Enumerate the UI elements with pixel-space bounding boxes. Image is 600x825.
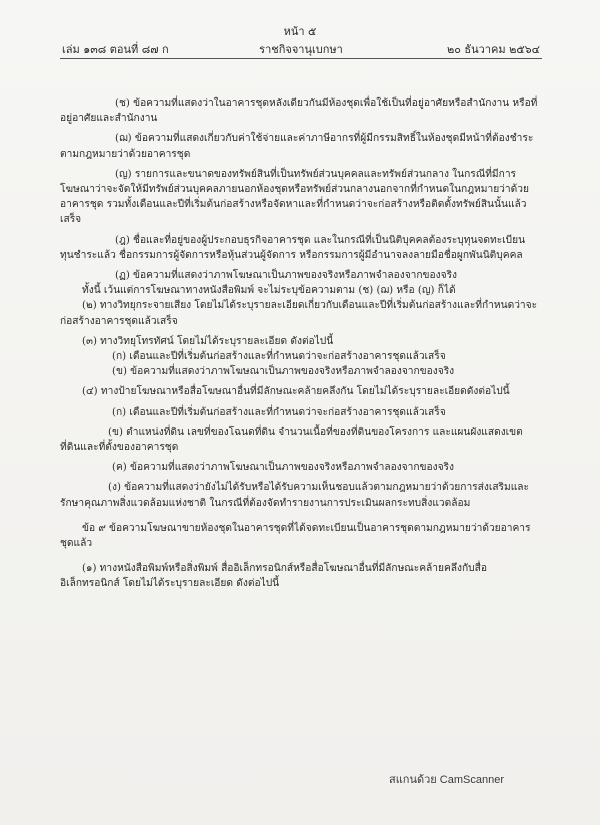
paragraph: (ช) ข้อความที่แสดงว่าในอาคารชุดหลังเดียวกันมีห้องชุดเพื่อใช้เป็นที่อยู่อาศัยหรือสำนักงาน หรือที่อยู่อาศัยและสำนักงาน [60,98,538,125]
document-body [60,96,540,592]
paragraph: (ญ) รายการและขนาดของทรัพย์สินที่เป็นทรัพย์ส่วนบุคคลและทรัพย์ส่วนกลาง ในกรณีที่มีการโฆษณาว่าจะจัดให้มีทรัพย์ส่วนบุคคลภายนอกห้องชุดหรือทรัพย์ส่วนกลางนอกจากที่กำหนดในกฎหมายว่าด้วยอาคารชุด รวมทั้งเดือนและปีที่เริ่มต้นก่อสร้างหรือจัดหาและที่กำหนดว่าจะก่อสร้างหรือติดตั้งทรัพย์สินนั้นแล้วเสร็จ [60,168,529,226]
paragraph: (๓) ทางวิทยุโทรทัศน์ โดยไม่ได้ระบุรายละเอียด ดังต่อไปนี้ [82,335,334,347]
volume-issue: เล่ม ๑๓๘ ตอนที่ ๘๗ ก [62,43,169,56]
page-number: หน้า ๕ [283,25,317,38]
section-paragraph: ข้อ ๙ ข้อความโฆษณาขายห้องชุดในอาคารชุดที่ได้จดทะเบียนเป็นอาคารชุดตามกฎหมายว่าด้วยอาคารชุดแล้ว [60,522,531,550]
paragraph: (ก) เดือนและปีที่เริ่มต้นก่อสร้างและที่กำหนดว่าจะก่อสร้างอาคารชุดแล้วเสร็จ [112,406,446,418]
gazette-title: ราชกิจจานุเบกษา [259,43,343,56]
paragraph: (๑) ทางหนังสือพิมพ์หรือสิ่งพิมพ์ สื่ออิเล็กทรอนิกส์หรือสื่อโฆษณาอื่นที่มีลักษณะคล้ายคลึงกับสื่ออิเล็กทรอนิกส์ โดยไม่ได้ระบุรายละเอียด ดังต่อไปนี้ [60,563,487,590]
paragraph: (ฏ) ข้อความที่แสดงว่าภาพโฆษณาเป็นภาพของจริงหรือภาพจำลองจากของจริง [115,270,458,282]
header-divider [60,58,542,59]
scanner-watermark: สแกนด้วย CamScanner [388,774,504,786]
paragraph: (๔) ทางป้ายโฆษณาหรือสื่อโฆษณาอื่นที่มีลักษณะคล้ายคลึงกัน โดยไม่ได้ระบุรายละเอียดดังต่อไปนี้ [82,386,510,398]
paragraph: ทั้งนี้ เว้นแต่การโฆษณาทางหนังสือพิมพ์ จะไม่ระบุข้อความตาม (ช) (ฌ) หรือ (ญ) ก็ได้ [82,285,456,297]
paragraph: (ข) ตำแหน่งที่ดิน เลขที่ของโฉนดที่ดิน จำนวนเนื้อที่ของที่ดินของโครงการ และแผนผังแสดงเขตที่ดินและที่ตั้งของอาคารชุด [60,426,523,454]
paragraph: (ข) ข้อความที่แสดงว่าภาพโฆษณาเป็นภาพของจริงหรือภาพจำลองจากของจริง [112,366,455,378]
paragraph: (ก) เดือนและปีที่เริ่มต้นก่อสร้างและที่กำหนดว่าจะก่อสร้างอาคารชุดแล้วเสร็จ [112,351,446,363]
gazette-header [62,40,540,56]
publication-date: ๒๐ ธันวาคม ๒๕๖๔ [446,43,540,56]
paragraph: (ฎ) ชื่อและที่อยู่ของผู้ประกอบธุรกิจอาคารชุด และในกรณีที่เป็นนิติบุคคลต้องระบุทุนจดทะเบียน ทุนชำระแล้ว ชื่อกรรมการผู้จัดการหรือหุ้นส่วนผู้จัดการ หรือกรรมการผู้มีอำนาจลงลายมือชื่อผูกพันนิติบุคคล [60,234,526,261]
paragraph: (ฌ) ข้อความที่แสดงเกี่ยวกับค่าใช้จ่ายและค่าภาษีอากรที่ผู้มีกรรมสิทธิ์ในห้องชุดมีหน้าที่ต้องชำระตามกฎหมายว่าด้วยอาคารชุด [60,133,534,160]
paragraph: (ค) ข้อความที่แสดงว่าภาพโฆษณาเป็นภาพของจริงหรือภาพจำลองจากของจริง [112,462,455,474]
paragraph: (๒) ทางวิทยุกระจายเสียง โดยไม่ได้ระบุรายละเอียดเกี่ยวกับเดือนและปีที่เริ่มต้นก่อสร้างและที่กำหนดว่าจะก่อสร้างอาคารชุดแล้วเสร็จ [60,300,538,327]
paragraph: (ง) ข้อความที่แสดงว่ายังไม่ได้รับหรือได้รับความเห็นชอบแล้วตามกฎหมายว่าด้วยการส่งเสริมและรักษาคุณภาพสิ่งแวดล้อมแห่งชาติ ในกรณีที่ต้องจัดทำรายงานการประเมินผลกระทบสิ่งแวดล้อม [60,482,530,509]
